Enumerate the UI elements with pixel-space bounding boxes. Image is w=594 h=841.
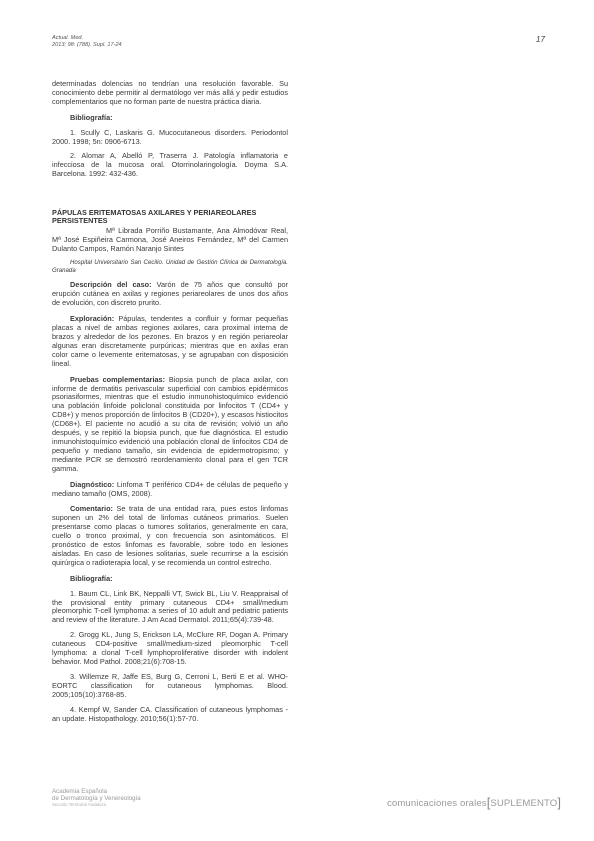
intro-ref-1: 1. Scully C, Laskaris G. Mucocutaneous disorders. Periodontol 2000. 1998; 5n: 0906-6713.: [52, 127, 288, 146]
section-label: Descripción del caso:: [70, 280, 152, 290]
page-number: 17: [536, 35, 545, 44]
footer-label: comunicaciones orales: [387, 798, 487, 809]
academy-logo: [52, 789, 141, 809]
section-case-description: [52, 281, 288, 308]
bracket-right: ]: [557, 795, 562, 810]
article-ref-2: 2. Grogg KL, Jung S, Erickson LA, McClure RF, Dogan A. Primary cutaneous CD4-positive small/medium-sized pleomorphic T-cell lymphoma: a clonal T-cell lymphoproliferative disorder with indolent behavior. Mod Pathol. 2008;21(6):708-15.: [52, 630, 288, 666]
logo-line-2: de Dermatología y Venereología: [52, 794, 141, 802]
section-text: Pápulas, tendentes a confluir y formar pequeñas placas a nivel de ambas regiones axilares, cara proximal interna de brazos y alrededor de los pezones. En brazos y en región periareolar algunas eran discretamente purpúricas; mientras que en axilas eran color carne o levemente eritematosas, y se agrupaban con disposición lineal.: [52, 314, 288, 368]
journal-citation: 2013; 98: (788). Supl. 17-24: [52, 41, 122, 48]
footer-tag: SUPLEMENTO: [490, 798, 558, 809]
article-ref-4: 4. Kempf W, Sander CA. Classification of cutaneous lymphomas - an update. Histopathology. 2010;56(1):57-70.: [52, 704, 288, 723]
article-authors: Mª Librada Porriño Bustamante, Ana Almodóvar Real, Mª José Espiñeira Carmona, José Aneiros Fernández, Mª del Carmen Dulanto Campos, Ramón Naranjo Sintes: [52, 225, 288, 253]
article-ref-3: 3. Willemze R, Jaffe ES, Burg G, Cerroni L, Berti E et al. WHO-EORTC classification for cutaneous lymphomas. Blood. 2005;105(10):3768-85.: [52, 671, 288, 699]
article-affiliation: Hospital Universitario San Cecilio. Unidad de Gestión Clínica de Dermatología. Granada: [52, 259, 288, 274]
journal-name: Actual. Med.: [52, 35, 84, 41]
section-label: Comentario:: [70, 504, 113, 514]
logo-line-3: Sección Territorial Andaluza: [52, 802, 107, 808]
section-label: Pruebas complementarias:: [70, 374, 166, 384]
bracket-left: [: [486, 795, 491, 810]
section-text: Linfoma T periférico CD4+ de células de pequeño y mediano tamaño (OMS, 2008).: [52, 479, 288, 498]
section-label: Exploración:: [70, 314, 115, 324]
section-complementary-tests: [52, 376, 288, 474]
intro-ref-2: 2. Alomar A, Abelló P, Traserra J. Patología inflamatoria e infecciosa de la mucosa oral. Otorrinolaringología. Doyma S.A. Barcelona. 1992: 432-436.: [52, 151, 288, 179]
section-label: Diagnóstico:: [70, 479, 115, 489]
article-title: PÁPULAS ERITEMATOSAS AXILARES Y PERIAREOLARES PERSISTENTES: [52, 208, 257, 226]
article-bibliography-label: Bibliografía:: [70, 573, 113, 583]
section-text: Biopsia punch de placa axilar, con informe de dermatitis perivascular superficial con cambios epidérmicos psoriasiformes, mientras que el estudio inmunohistoquímico evidenció una población linfoide policlonal constituida por linfocitos T (CD4+ y CD8+) y menos proporción de linfocitos B (CD20+), y escasos histiocitos (CD68+). El paciente no acudió a su cita de revisión; volvió un año después, y se repitió la biopsia punch, que fue diagnóstica. El estudio inmunohistoquímico evidenció una población clonal de linfocitos CD4 de pequeño y mediano tamaño, sin evidencia de epidermotropismo; y mediante PCR se demostró reordenamiento clonal para el gen TCR gamma.: [52, 374, 288, 473]
section-diagnosis: [52, 481, 288, 499]
section-exploration: [52, 315, 288, 368]
article-ref-1: 1. Baum CL, Link BK, Neppalli VT, Swick BL, Liu V. Reappraisal of the provisional entity primary cutaneous CD4+ small/medium pleomorphic T-cell lymphoma: a series of 10 adult and pediatric patients and review of the literature. J Am Acad Dermatol. 2011;65(4):739-48.: [52, 588, 288, 625]
running-header: [52, 35, 122, 48]
intro-bibliography-label: Bibliografía:: [70, 112, 113, 122]
logo-line-1: Academia Española: [52, 788, 108, 795]
intro-paragraph: determinadas dolencias no tendrían una resolución favorable. Su conocimiento debe permitir al dermatólogo ver más allá y pedir estudios complementarios que no forman parte de nuestra práctica diaria.: [52, 79, 288, 106]
footer-section-label: [387, 795, 561, 810]
main-column: [52, 80, 288, 723]
section-text: Varón de 75 años que consultó por erupción cutánea en axilas y regiones periareolares de unos dos años de evolución, con discreto prurito.: [52, 280, 288, 308]
section-text: Se trata de una entidad rara, pues estos linfomas suponen un 2% del total de linfomas cutáneos primarios. Suelen presentarse como placas o tumores solitarios, generalmente en cara, cuello o tronco proximal, y con frecuencia son asintomáticos. El pronóstico de estos linfomas es favorable, sobre todo en lesiones aisladas. En caso de lesiones solitarias, suele recurrirse a la escisión quirúrgica o radioterapia local, y se recomienda un control estrecho.: [52, 504, 288, 567]
section-comment: [52, 505, 288, 567]
